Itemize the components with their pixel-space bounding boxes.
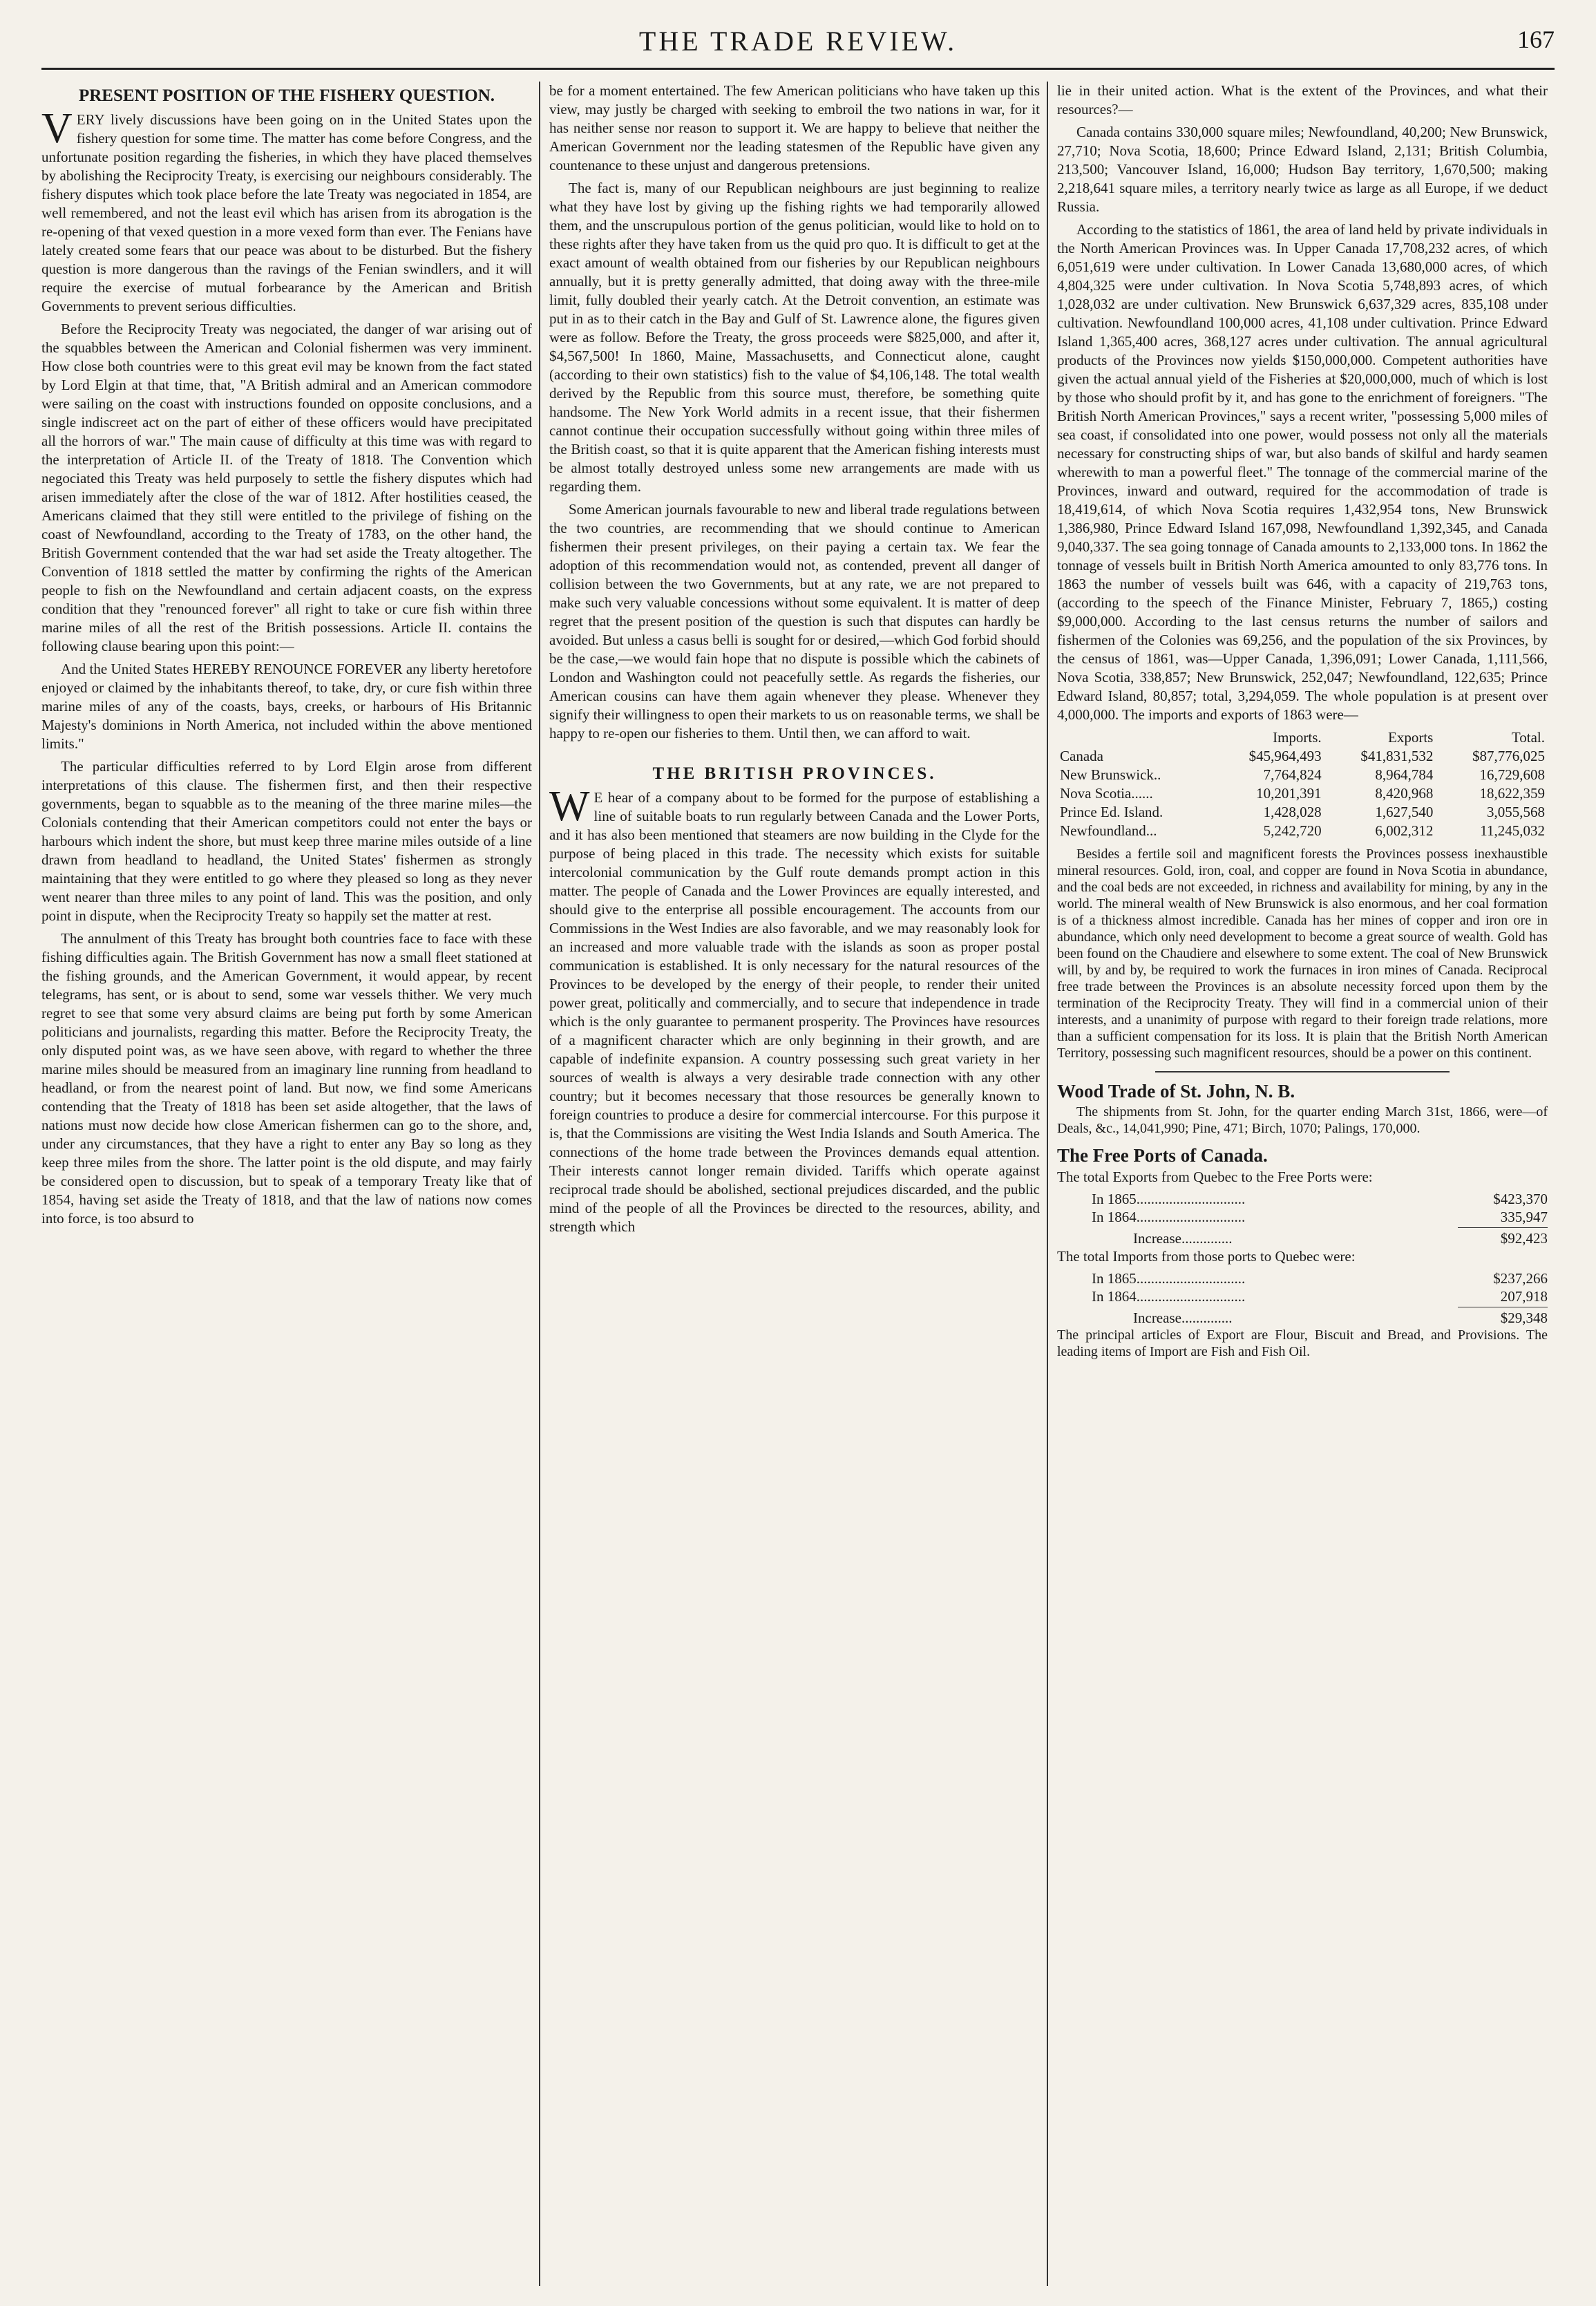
table-cell: $45,964,493	[1248, 748, 1322, 764]
ledger-label: In 1864..............................	[1092, 1288, 1246, 1305]
article-heading-fishery: PRESENT POSITION OF THE FISHERY QUESTION.	[78, 86, 495, 105]
article-paragraph: lie in their united action. What is the extent of the Provinces, and what their resources?—	[1057, 82, 1548, 117]
table-cell: 5,242,720	[1263, 822, 1322, 839]
article-paragraph	[41, 105, 532, 316]
ledger-row	[1057, 1208, 1548, 1226]
table-header	[1057, 728, 1213, 747]
treaty-quote: And the United States HEREBY RENOUNCE FOREVER any liberty heretofore enjoyed or claimed by the inhabitants thereof, to take, dry, or cure fish within three marine miles of any of the coasts, bays, creeks, or harbours of His Britannic Majesty's dominions in North America, not included within the above mentioned limits."	[41, 661, 532, 752]
ledger-total-row	[1057, 1309, 1548, 1327]
imports-intro: The total Imports from those ports to Quebec were:	[1057, 1248, 1356, 1265]
table-cell: 16,729,608	[1479, 766, 1545, 783]
wood-trade-heading: Wood Trade of St. John, N. B.	[1057, 1081, 1295, 1102]
table-cell: Prince Ed. Island.	[1060, 804, 1163, 820]
table-row	[1057, 747, 1548, 766]
column-divider	[539, 82, 540, 2286]
ledger-amount: $92,423	[1500, 1230, 1548, 1247]
article-paragraph: Some American journals favourable to new and liberal trade regulations between the two countries, are recommending that we should continue to American fishermen their present privileges, on their paying a certain tax. We fear the adoption of this recommendation would not, as contended, prevent all danger of collision between the two Governments, but at any rate, we are not prepared to make such very valuable concessions without some equivalent. It is matter of deep regret that the present position of the question is such that disputes can hardly be avoided. But unless a casus belli is sought for or desired,—which God forbid should be the case,—we would fain hope that no dispute is possible which the cabinets of London and Washington could not peacefully settle. As regards the fisheries, our American cousins can have them again whenever they please. Whenever they signify their willingness to open their markets to us on reasonable terms, we shall be happy to re-open our fisheries to them. Until then, we can afford to wait.	[549, 501, 1040, 741]
paragraph-text: ERY lively discussions have been going on in the United States upon the fishery question for some time. The matter has come before Congress, and the unfortunate position regarding the fisheries, in which they have placed themselves by abolishing the Reciprocity Treaty, is exercising our neighbours considerably. The fishery disputes which took place before the late Treaty was negociated in 1854, are well remembered, and not the least evil which has arisen from its abrogation is the re-opening of that vexed question in a more vexed form than ever. The Fenians have lately created some fears that our peace was about to be disturbed. But the fishery question is more dangerous than the ravings of the Fenian swindlers, and it will require the exercise of mutual forbearance by the American and British Governments to prevent serious difficulties.	[41, 111, 532, 314]
table-cell: 8,964,784	[1375, 766, 1434, 783]
masthead	[41, 19, 1555, 70]
article-paragraph: Canada contains 330,000 square miles; Newfoundland, 40,200; New Brunswick, 27,710; Nova Scotia, 18,600; Prince Edward Island, 2,131; British Columbia, 213,500; Vancouver Island, 16,000; Hudson Bay territory, 1,670,500; making 2,218,641 square miles, a territory nearly twice as large as all Europe, if we deduct Russia.	[1057, 124, 1548, 215]
table-cell: $41,831,532	[1360, 748, 1434, 764]
page-number: 167	[1517, 26, 1555, 53]
table-cell: 8,420,968	[1375, 785, 1434, 802]
table-cell: 6,002,312	[1375, 822, 1434, 839]
table-row	[1057, 766, 1548, 784]
table-cell: $87,776,025	[1472, 748, 1545, 764]
table-row	[1057, 822, 1548, 840]
paragraph-text: E hear of a company about to be formed for the purpose of establishing a line of suitable boats to run regularly between Canada and the Lower Ports, and it has also been mentioned that steamers are now building in the Clyde for the purpose of being placed in this trade. The necessity which exists for suitable intercolonial communication by the Gulf route demands prompt action in this matter. The people of Canada and the Lower Provinces are equally interested, and should give to the enterprise all possible encouragement. The accounts from our Commissions in the West Indies are also favorable, and we may reasonably look for an increased and more valuable trade with the islands as soon as proper postal communication is established. It is only necessary for the natural resources of the Provinces to be developed by the energy of their people, to render their united power great, politically and commercially, and to secure that independence in trade which is the only guarantee to permanent prosperity. The Provinces have resources of a magnificent character which are only beginning in their growth, and are capable of indefinite expansion. A country possessing such great variety in her sources of wealth is always a very desirable trade connection with any other country; but it becomes necessary that those resources be generally known to foreign countries to produce a desire for commercial intercourse. For this purpose it is, that the Commissions are visiting the West India Islands and South America. The connections of the home trade between the Provinces demands equal attention. Their interests cannot longer remain divided. Tariffs which operate against reciprocal trade should be abolished, sectional prejudices discarded, and the public mind of the people of all the Provinces be directed to the resources, ability, and strength which	[549, 789, 1040, 1235]
drop-cap: V	[41, 105, 73, 152]
ledger-row	[1057, 1190, 1548, 1208]
column-divider	[1047, 82, 1048, 2286]
table-cell: New Brunswick..	[1060, 766, 1161, 783]
article-paragraph: According to the statistics of 1861, the area of land held by private individuals in the North American Provinces was. In Upper Canada 17,708,232 acres, of which 6,051,619 were under cultivation. In Lower Canada 13,680,000 acres, of which 4,804,325 were under cultivation. In Nova Scotia 5,748,893 acres, of which 1,028,032 are under cultivation. New Brunswick 6,637,329 acres, 835,108 under cultivation. Newfoundland 100,000 acres, 41,108 under cultivation. Prince Edward Island 1,365,400 acres, 368,127 acres under cultivation. The annual agricultural products of the Provinces now yields $150,000,000. Competent authorities have given the actual annual yield of the Fisheries at $20,000,000, much of which is lost by those who should profit by it, and has gone to the enrichment of foreigners. "The British North American Provinces," says a recent writer, "possessing 5,000 miles of sea coast, if consolidated into one power, would possess not only all the materials necessary for constructing ships of war, but also bands of skilful and hardy seamen wherewith to man a powerful fleet." The tonnage of the commercial marine of the Provinces, inward and outward, required for the accommodation of trade is 18,419,614, of which Nova Scotia requires 1,432,954 tons, New Brunswick 1,386,980, Prince Edward Island 167,098, Newfoundland 1,392,345, and Canada 9,040,337. The sea going tonnage of Canada amounts to 2,133,000 tons. In 1862 the tonnage of vessels built in British North America amounted to only 83,776 tons. In 1863 the number of vessels built was 646, with a capacity of 219,763 tons, (according to the speech of the Finance Minister, February 7, 1865,) costing $9,000,000. According to the last census returns the number of sailors and fishermen of the Colonies was 69,256, and the population of the six Provinces, by the census of 1861, was—Upper Canada, 1,396,091; Lower Canada, 1,111,566, Nova Scotia, 338,857; New Brunswick, 252,047; Newfoundland, 122,635; Prince Edward Island, 80,857; total, 3,294,059. The whole population is at present over 4,000,000. The imports and exports of 1863 were—	[1057, 221, 1548, 723]
ledger-label: Increase..............	[1133, 1310, 1233, 1326]
ledger-amount: $237,266	[1493, 1270, 1548, 1287]
sum-line	[1458, 1227, 1548, 1228]
table-cell: Newfoundland...	[1060, 822, 1157, 839]
article-heading-provinces: THE BRITISH PROVINCES.	[652, 764, 937, 783]
article-paragraph: The fact is, many of our Republican neighbours are just beginning to realize what they have lost by giving up the fishing rights we had temporarily allowed them, and the unscrupulous portion of the genus politician, would like to hold on to these rights after they have taken from us the quid pro quo. It is difficult to get at the exact amount of wealth obtained from our fisheries by our Republican neighbours annually, but it is pretty generally admitted, that doing away with the three-mile limit, fully doubled their yearly catch. At the Detroit convention, an estimate was put in as to their catch in the Bay and Gulf of St. Lawrence alone, the figures given were as follow. Before the Treaty, the gross proceeds were $825,000, and after it, $4,567,500! In 1860, Maine, Massachusetts, and Connecticut alone, caught (according to their own statistics) fish to the value of $4,106,148. The total wealth derived by the Republic from this source must, therefore, be something quite handsome. The New York World admits in a recent issue, that their fishermen cannot continue their occupation successfully without going within three miles of the British coast, so that it is quite apparent that the American fishing interests must be almost totally destroyed unless some new arrangements are made with us regarding them.	[549, 180, 1040, 495]
table-header: Imports.	[1273, 729, 1322, 746]
table-header: Exports	[1388, 729, 1434, 746]
wood-trade-text: The shipments from St. John, for the quarter ending March 31st, 1866, were—of Deals, &c., 14,041,990; Pine, 471; Birch, 1070; Palings, 170,000.	[1057, 1104, 1548, 1136]
ledger-row	[1057, 1287, 1548, 1305]
article-paragraph: Before the Reciprocity Treaty was negociated, the danger of war arising out of the squabbles between the American and Colonial fishermen was very imminent. How close both countries were to this great evil may be known from the fact stated by Lord Elgin at that time, that, "A British admiral and an American commodore were sailing on the coast with instructions founded on opposite conclusions, and a single indiscreet act on the part of either of these officers would have precipitated all the horrors of war." The main cause of difficulty at this time was with regard to the interpretation of Article II. of the Treaty of 1818. The Convention which negociated this Treaty was held purposely to settle the fishery disputes which had arisen immediately after the close of the war of 1812. After hostilities ceased, the Americans claimed that they still were entitled to the privilege of fishing on the coast of Newfoundland, according to the Treaty of 1783, on the other hand, the British Government contended that the war had set aside the Treaty altogether. The Convention of 1818 settled the matter by confirming the rights of the American people to fish on the Newfoundland and certain adjacent coasts, on the express condition that they "renounced forever" all right to take or cure fish within three marine miles of all the rest of the British possessions. Article II. contains the following clause bearing upon this point:—	[41, 321, 532, 654]
closing-text: The principal articles of Export are Flour, Biscuit and Bread, and Provisions. The leading items of Import are Fish and Fish Oil.	[1057, 1327, 1548, 1359]
article-paragraph: Besides a fertile soil and magnificent forests the Provinces possess inexhaustible mineral resources. Gold, iron, coal, and copper are found in Nova Scotia in abundance, and the coal beds are not exceeded, in richness and availability for mining, by any in the world. The mineral wealth of New Brunswick is also enormous, and her coal formation is of a thickness almost incredible. Canada has her mines of copper and iron ore in abundance, which only need development to become a great source of wealth. Gold has been found on the Chaudiere and elsewhere to some extent. The coal of New Brunswick will, by and by, be required to work the furnaces in iron mines of Canada. Reciprocal free trade between the Provinces is an absolute necessity forced upon them by the termination of the Reciprocity Treaty. They will find in a commercial union of their interests, and a unanimity of purpose with regard to their foreign trade relations, more than a sufficient compensation for its loss. It is plain that the British North American Territory, possessing such magnificent resources, should be a power on this continent.	[1057, 847, 1548, 1061]
ledger-total-row	[1057, 1229, 1548, 1247]
ledger-label: In 1865..............................	[1092, 1270, 1246, 1287]
free-ports-heading: The Free Ports of Canada.	[1057, 1145, 1268, 1166]
table-cell: 1,428,028	[1263, 804, 1322, 820]
trade-table	[1057, 728, 1548, 840]
column-3	[1057, 82, 1548, 2286]
table-cell: Canada	[1060, 748, 1103, 764]
article-paragraph: be for a moment entertained. The few American politicians who have taken up this view, may justly be charged with seeking to embroil the two nations in war, for it has neither sense nor reason to support it. We are happy to believe that neither the American Government nor the leading statesmen of the Republic have given any countenance to these unjust and dangerous pretensions.	[549, 82, 1040, 173]
ledger-amount: 335,947	[1500, 1209, 1548, 1225]
ledger-amount: $423,370	[1493, 1191, 1548, 1207]
ledger-label: Increase..............	[1133, 1230, 1233, 1247]
article-paragraph	[549, 783, 1040, 1236]
table-cell: Nova Scotia......	[1060, 785, 1153, 802]
ledger-amount: 207,918	[1500, 1288, 1548, 1305]
ledger-amount: $29,348	[1500, 1310, 1548, 1326]
free-ports-ledger	[1057, 1168, 1548, 1360]
ledger-label: In 1864..............................	[1092, 1209, 1246, 1225]
table-row	[1057, 803, 1548, 822]
table-header: Total.	[1511, 729, 1545, 746]
table-header-row	[1057, 728, 1548, 747]
table-cell: 3,055,568	[1487, 804, 1545, 820]
table-row	[1057, 784, 1548, 803]
table-cell: 10,201,391	[1256, 785, 1322, 802]
table-cell: 11,245,032	[1480, 822, 1545, 839]
publication-title: THE TRADE REVIEW.	[638, 26, 958, 57]
exports-intro: The total Exports from Quebec to the Free Ports were:	[1057, 1169, 1373, 1185]
table-cell: 7,764,824	[1263, 766, 1322, 783]
ledger-row	[1057, 1269, 1548, 1287]
table-cell: 1,627,540	[1375, 804, 1434, 820]
column-1	[41, 82, 532, 2286]
ledger-label: In 1865..............................	[1092, 1191, 1246, 1207]
article-paragraph: The particular difficulties referred to by Lord Elgin arose from different interpretations of this clause. The fishermen first, and then their respective governments, began to squabble as to the meaning of the three marine miles—the Colonials contending that their American competitors could not enter the bays or harbours which indent the shore, but must keep three marine miles outside of a line drawn from headland to headland, the United States' fishermen as strongly maintaining that they were entitled to go where they pleased so long as they never went nearer than three miles to any point of land. This was the position, and only point in dispute, when the Reciprocity Treaty so happily set the matter at rest.	[41, 758, 532, 924]
table-cell: 18,622,359	[1479, 785, 1545, 802]
column-2	[549, 82, 1040, 2286]
drop-cap: W	[549, 783, 590, 830]
section-separator	[1155, 1071, 1450, 1072]
article-paragraph: The annulment of this Treaty has brought both countries face to face with these fishing difficulties again. The British Government has now a small fleet stationed at the fishing grounds, and the American Government, it would appear, by recent telegrams, has sent, or is about to send, some war vessels thither. We very much regret to see that some very absurd claims are being put forth by some American politicians and journalists, regarding this matter. Before the Reciprocity Treaty, the only disputed point was, as we have seen above, with regard to whether the three marine miles should be measured from an imaginary line running from headland to headland, or from the nearest point of land. But now, we find some Americans contending that the Treaty of 1818 has been set aside altogether, that the laws of nations must now decide how close American fishermen can go to the shore, and, under any circumstances, that they have a right to enter any Bay so long as they keep three miles from the shore. The latter point is the old dispute, and may fairly be considered open to discussion, but to speak of a temporary Treaty like that of 1854, having set aside the Treaty of 1818, and that the law of nations now comes into force, is too absurd to	[41, 930, 532, 1227]
